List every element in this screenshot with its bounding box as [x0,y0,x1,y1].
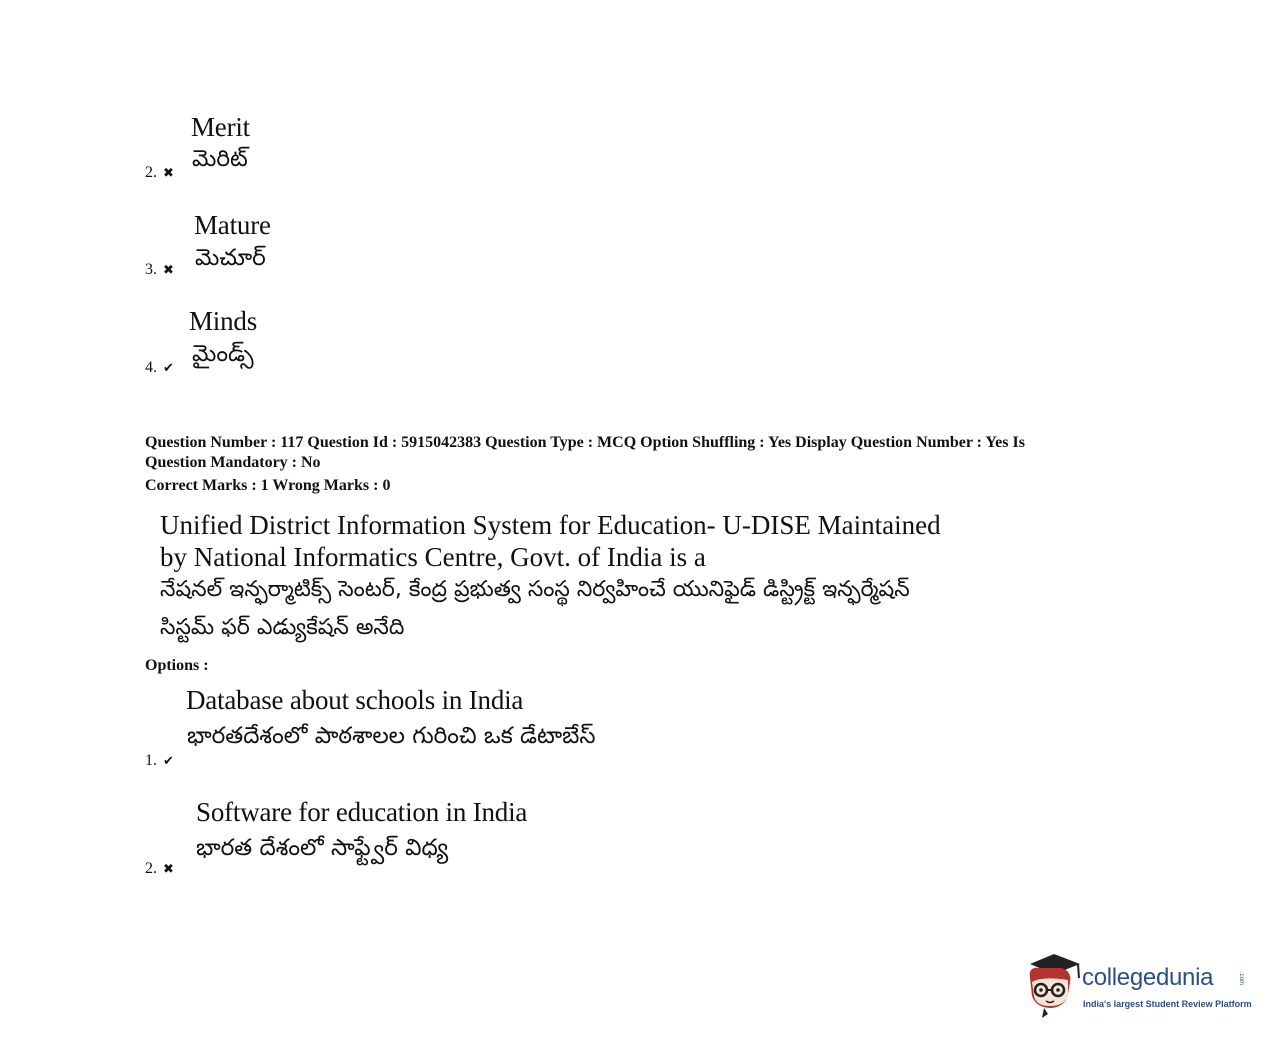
option-number-label: 2. [145,164,157,181]
option-number-label: 1. [145,752,157,769]
question-meta-line: Question Number : 117 Question Id : 5915042383 Question Type : MCQ Option Shuffling : Yes Display Question Number : Yes Is [145,434,1025,451]
option-telugu-text: భారత దేశంలో సాఫ్ట్వేర్ విధ్య [196,835,449,861]
question-marks: Correct Marks : 1 Wrong Marks : 0 [145,477,391,494]
check-icon: ✔ [163,361,174,376]
logo-domain-suffix: .com [1238,972,1244,986]
option-number [145,752,174,771]
option-number [145,164,174,183]
option-number-label: 2. [145,860,157,877]
cross-icon: ✖ [163,862,174,877]
option-english-text: Database about schools in India [186,685,524,715]
option-telugu-text: మెరిట్ [192,146,248,172]
option-number-label: 4. [145,359,157,376]
option-number-label: 3. [145,261,157,278]
option-telugu-text: భారతదేశంలో పాఠశాలల గురించి ఒక డేటాబేస్ [187,723,596,749]
question-text-telugu: నేషనల్ ఇన్ఫర్మాటిక్స్ సెంటర్, కేంద్ర ప్రభుత్వ సంస్థ నిర్వహించే యునిఫైడ్ డిస్ట్రిక్ట్ ఇన్ఫర్మేషన్ [160,577,910,602]
option-telugu-text: మెచూర్ [195,245,266,271]
option-number [145,860,174,879]
cross-icon: ✖ [163,263,174,278]
cross-icon: ✖ [163,166,174,181]
logo-tagline: India's largest Student Review Platform [1083,999,1252,1009]
option-english-text: Software for education in India [196,797,528,827]
option-number [145,261,174,280]
logo-wordmark: collegedunia [1082,964,1214,991]
option-english-text: Mature [194,210,271,240]
check-icon: ✔ [163,754,174,769]
option-english-text: Merit [191,112,250,142]
collegedunia-logo [1022,952,1254,1020]
question-text-english: by National Informatics Centre, Govt. of India is a [160,542,706,572]
question-text-english: Unified District Information System for Education- U-DISE Maintained [160,510,941,540]
option-english-text: Minds [189,306,258,336]
option-telugu-text: మైండ్స్ [192,341,254,367]
option-number [145,359,174,378]
question-text-telugu: సిస్టమ్ ఫర్ ఎడ్యుకేషన్ అనేది [160,615,405,640]
question-meta-line: Question Mandatory : No [145,454,321,471]
options-label: Options : [145,657,209,674]
mascot-icon [1022,952,1084,1020]
